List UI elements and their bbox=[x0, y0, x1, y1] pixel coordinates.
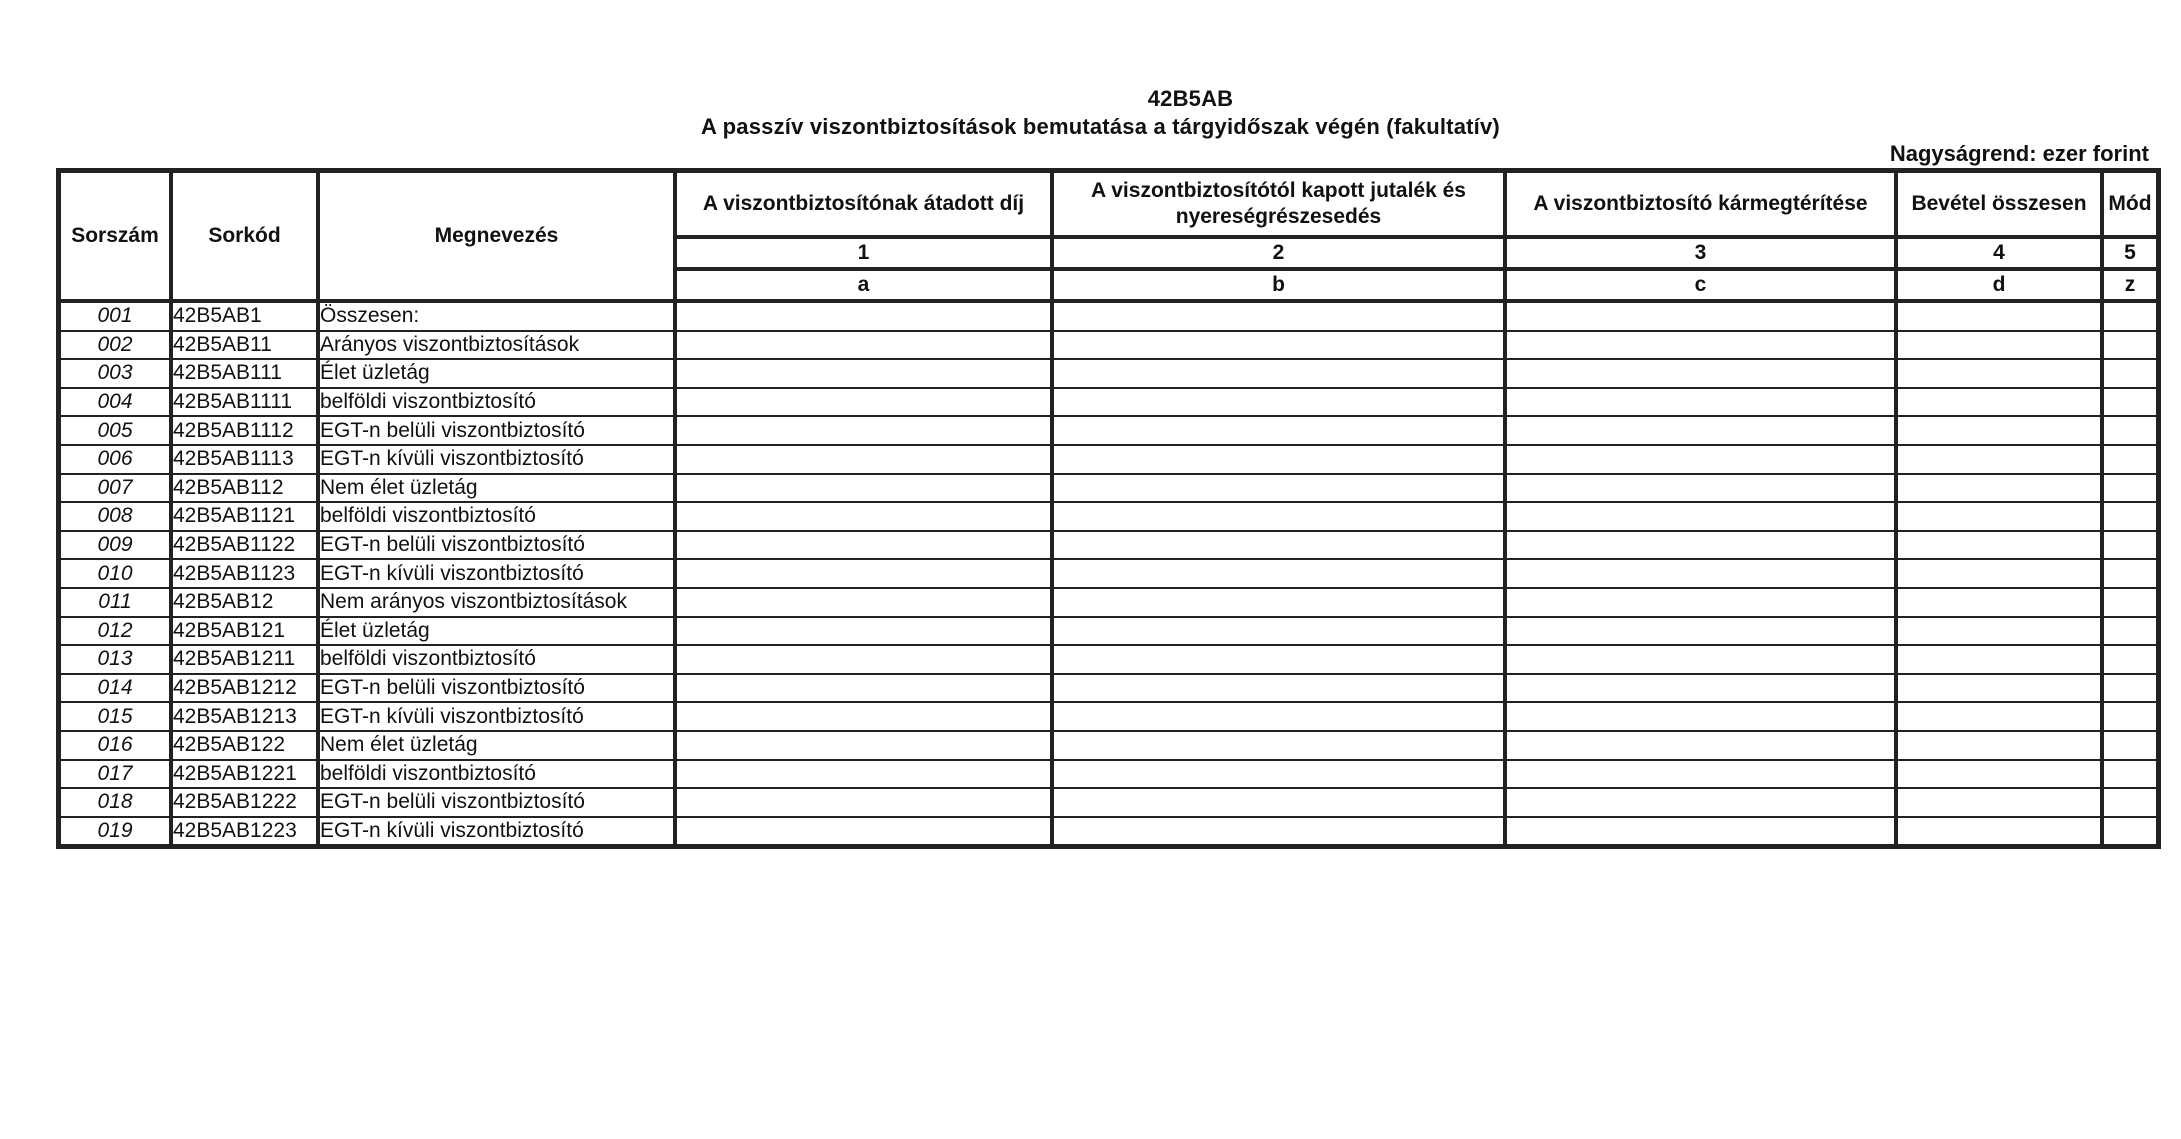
cell-col-4[interactable] bbox=[1897, 474, 2103, 503]
cell-col-3[interactable] bbox=[1506, 359, 1897, 388]
row-code: 42B5AB1121 bbox=[172, 502, 319, 531]
cell-col-3[interactable] bbox=[1506, 645, 1897, 674]
cell-col-4[interactable] bbox=[1897, 502, 2103, 531]
cell-col-4[interactable] bbox=[1897, 416, 2103, 445]
cell-col-1[interactable] bbox=[676, 788, 1053, 817]
cell-col-1[interactable] bbox=[676, 474, 1053, 503]
row-number: 009 bbox=[60, 531, 172, 560]
cell-col-2[interactable] bbox=[1053, 788, 1506, 817]
row-number: 004 bbox=[60, 388, 172, 417]
table-row bbox=[60, 445, 2157, 474]
table-row bbox=[60, 416, 2157, 445]
row-name: Összesen: bbox=[319, 302, 676, 331]
row-name: belföldi viszontbiztosító bbox=[319, 645, 676, 674]
table-row bbox=[60, 359, 2157, 388]
cell-col-3[interactable] bbox=[1506, 559, 1897, 588]
row-code: 42B5AB1 bbox=[172, 302, 319, 331]
cell-col-5[interactable] bbox=[2103, 617, 2157, 646]
row-code: 42B5AB1212 bbox=[172, 674, 319, 703]
cell-col-5[interactable] bbox=[2103, 731, 2157, 760]
cell-col-3[interactable] bbox=[1506, 416, 1897, 445]
cell-col-1[interactable] bbox=[676, 731, 1053, 760]
cell-col-5[interactable] bbox=[2103, 359, 2157, 388]
row-name: Élet üzletág bbox=[319, 617, 676, 646]
row-number: 006 bbox=[60, 445, 172, 474]
col-header-2: A viszontbiztosítótól kapott jutalék és nyereségrészesedés bbox=[1053, 172, 1506, 236]
cell-col-5[interactable] bbox=[2103, 588, 2157, 617]
col-header-sorszam: Sorszám bbox=[60, 172, 172, 302]
row-name: EGT-n belüli viszontbiztosító bbox=[319, 788, 676, 817]
cell-col-1[interactable] bbox=[676, 760, 1053, 789]
row-code: 42B5AB1211 bbox=[172, 645, 319, 674]
cell-col-5[interactable] bbox=[2103, 531, 2157, 560]
cell-col-5[interactable] bbox=[2103, 331, 2157, 360]
row-number: 019 bbox=[60, 817, 172, 846]
cell-col-4[interactable] bbox=[1897, 617, 2103, 646]
table-row bbox=[60, 531, 2157, 560]
row-name: EGT-n kívüli viszontbiztosító bbox=[319, 559, 676, 588]
row-number: 013 bbox=[60, 645, 172, 674]
table-row bbox=[60, 702, 2157, 731]
cell-col-1[interactable] bbox=[676, 445, 1053, 474]
row-code: 42B5AB112 bbox=[172, 474, 319, 503]
row-number: 017 bbox=[60, 760, 172, 789]
cell-col-2[interactable] bbox=[1053, 531, 1506, 560]
table-row bbox=[60, 645, 2157, 674]
cell-col-3[interactable] bbox=[1506, 702, 1897, 731]
cell-col-2[interactable] bbox=[1053, 445, 1506, 474]
cell-col-2[interactable] bbox=[1053, 359, 1506, 388]
cell-col-2[interactable] bbox=[1053, 674, 1506, 703]
cell-col-3[interactable] bbox=[1506, 817, 1897, 846]
cell-col-3[interactable] bbox=[1506, 731, 1897, 760]
cell-col-4[interactable] bbox=[1897, 331, 2103, 360]
row-number: 002 bbox=[60, 331, 172, 360]
col-number-2: 2 bbox=[1053, 236, 1506, 268]
cell-col-4[interactable] bbox=[1897, 445, 2103, 474]
cell-col-1[interactable] bbox=[676, 302, 1053, 331]
report-table-body bbox=[60, 302, 2157, 845]
row-code: 42B5AB121 bbox=[172, 617, 319, 646]
report-table bbox=[56, 168, 2161, 849]
row-name: EGT-n kívüli viszontbiztosító bbox=[319, 817, 676, 846]
cell-col-1[interactable] bbox=[676, 817, 1053, 846]
cell-col-5[interactable] bbox=[2103, 559, 2157, 588]
row-number: 007 bbox=[60, 474, 172, 503]
row-code: 42B5AB1122 bbox=[172, 531, 319, 560]
cell-col-1[interactable] bbox=[676, 645, 1053, 674]
cell-col-2[interactable] bbox=[1053, 588, 1506, 617]
row-number: 005 bbox=[60, 416, 172, 445]
table-row bbox=[60, 731, 2157, 760]
cell-col-4[interactable] bbox=[1897, 531, 2103, 560]
cell-col-1[interactable] bbox=[676, 331, 1053, 360]
row-code: 42B5AB122 bbox=[172, 731, 319, 760]
report-title-block bbox=[0, 86, 2181, 141]
table-row bbox=[60, 559, 2157, 588]
row-name: EGT-n kívüli viszontbiztosító bbox=[319, 445, 676, 474]
cell-col-4[interactable] bbox=[1897, 645, 2103, 674]
row-name: belföldi viszontbiztosító bbox=[319, 502, 676, 531]
row-code: 42B5AB12 bbox=[172, 588, 319, 617]
table-row bbox=[60, 302, 2157, 331]
cell-col-5[interactable] bbox=[2103, 302, 2157, 331]
col-header-1: A viszontbiztosítónak átadott díj bbox=[676, 172, 1053, 236]
row-number: 001 bbox=[60, 302, 172, 331]
table-row bbox=[60, 502, 2157, 531]
row-code: 42B5AB1213 bbox=[172, 702, 319, 731]
cell-col-2[interactable] bbox=[1053, 760, 1506, 789]
col-letter-d: d bbox=[1897, 268, 2103, 302]
col-letter-c: c bbox=[1506, 268, 1897, 302]
col-number-1: 1 bbox=[676, 236, 1053, 268]
col-letter-a: a bbox=[676, 268, 1053, 302]
cell-col-5[interactable] bbox=[2103, 445, 2157, 474]
row-code: 42B5AB1222 bbox=[172, 788, 319, 817]
cell-col-4[interactable] bbox=[1897, 302, 2103, 331]
table-row bbox=[60, 617, 2157, 646]
row-name: EGT-n kívüli viszontbiztosító bbox=[319, 702, 676, 731]
cell-col-5[interactable] bbox=[2103, 674, 2157, 703]
row-code: 42B5AB11 bbox=[172, 331, 319, 360]
cell-col-5[interactable] bbox=[2103, 817, 2157, 846]
row-name: Élet üzletág bbox=[319, 359, 676, 388]
cell-col-1[interactable] bbox=[676, 588, 1053, 617]
cell-col-4[interactable] bbox=[1897, 359, 2103, 388]
cell-col-5[interactable] bbox=[2103, 474, 2157, 503]
unit-note: Nagyságrend: ezer forint bbox=[1889, 141, 2149, 166]
table-row bbox=[60, 817, 2157, 846]
cell-col-2[interactable] bbox=[1053, 388, 1506, 417]
cell-col-5[interactable] bbox=[2103, 645, 2157, 674]
cell-col-2[interactable] bbox=[1053, 559, 1506, 588]
cell-col-3[interactable] bbox=[1506, 502, 1897, 531]
col-number-4: 4 bbox=[1897, 236, 2103, 268]
row-number: 015 bbox=[60, 702, 172, 731]
cell-col-5[interactable] bbox=[2103, 788, 2157, 817]
cell-col-5[interactable] bbox=[2103, 502, 2157, 531]
cell-col-1[interactable] bbox=[676, 702, 1053, 731]
row-code: 42B5AB1123 bbox=[172, 559, 319, 588]
cell-col-3[interactable] bbox=[1506, 445, 1897, 474]
cell-col-5[interactable] bbox=[2103, 760, 2157, 789]
cell-col-3[interactable] bbox=[1506, 760, 1897, 789]
cell-col-1[interactable] bbox=[676, 502, 1053, 531]
cell-col-1[interactable] bbox=[676, 559, 1053, 588]
row-number: 008 bbox=[60, 502, 172, 531]
cell-col-2[interactable] bbox=[1053, 731, 1506, 760]
cell-col-2[interactable] bbox=[1053, 302, 1506, 331]
row-name: Nem élet üzletág bbox=[319, 474, 676, 503]
cell-col-2[interactable] bbox=[1053, 702, 1506, 731]
cell-col-4[interactable] bbox=[1897, 588, 2103, 617]
cell-col-3[interactable] bbox=[1506, 331, 1897, 360]
cell-col-3[interactable] bbox=[1506, 302, 1897, 331]
cell-col-2[interactable] bbox=[1053, 645, 1506, 674]
cell-col-3[interactable] bbox=[1506, 674, 1897, 703]
row-number: 018 bbox=[60, 788, 172, 817]
cell-col-4[interactable] bbox=[1897, 674, 2103, 703]
cell-col-4[interactable] bbox=[1897, 817, 2103, 846]
cell-col-3[interactable] bbox=[1506, 474, 1897, 503]
cell-col-2[interactable] bbox=[1053, 817, 1506, 846]
cell-col-1[interactable] bbox=[676, 359, 1053, 388]
col-number-5: 5 bbox=[2103, 236, 2157, 268]
row-code: 42B5AB1111 bbox=[172, 388, 319, 417]
cell-col-5[interactable] bbox=[2103, 702, 2157, 731]
cell-col-1[interactable] bbox=[676, 531, 1053, 560]
cell-col-2[interactable] bbox=[1053, 474, 1506, 503]
cell-col-2[interactable] bbox=[1053, 331, 1506, 360]
col-letter-z: z bbox=[2103, 268, 2157, 302]
row-code: 42B5AB1221 bbox=[172, 760, 319, 789]
report-title: A passzív viszontbiztosítások bemutatása a tárgyidőszak végén (fakultatív) bbox=[701, 114, 1500, 140]
table-row bbox=[60, 760, 2157, 789]
col-number-3: 3 bbox=[1506, 236, 1897, 268]
row-number: 011 bbox=[60, 588, 172, 617]
header-row bbox=[60, 172, 2157, 236]
col-letter-b: b bbox=[1053, 268, 1506, 302]
cell-col-3[interactable] bbox=[1506, 531, 1897, 560]
cell-col-2[interactable] bbox=[1053, 502, 1506, 531]
row-number: 012 bbox=[60, 617, 172, 646]
row-name: EGT-n belüli viszontbiztosító bbox=[319, 674, 676, 703]
cell-col-4[interactable] bbox=[1897, 388, 2103, 417]
table-row bbox=[60, 474, 2157, 503]
row-name: Nem élet üzletág bbox=[319, 731, 676, 760]
cell-col-3[interactable] bbox=[1506, 788, 1897, 817]
cell-col-1[interactable] bbox=[676, 674, 1053, 703]
row-name: belföldi viszontbiztosító bbox=[319, 760, 676, 789]
cell-col-3[interactable] bbox=[1506, 388, 1897, 417]
cell-col-5[interactable] bbox=[2103, 416, 2157, 445]
cell-col-4[interactable] bbox=[1897, 760, 2103, 789]
table-row bbox=[60, 331, 2157, 360]
cell-col-1[interactable] bbox=[676, 416, 1053, 445]
col-header-4: Bevétel összesen bbox=[1897, 172, 2103, 236]
table-row bbox=[60, 674, 2157, 703]
row-number: 016 bbox=[60, 731, 172, 760]
cell-col-5[interactable] bbox=[2103, 388, 2157, 417]
cell-col-2[interactable] bbox=[1053, 617, 1506, 646]
row-code: 42B5AB1223 bbox=[172, 817, 319, 846]
cell-col-1[interactable] bbox=[676, 388, 1053, 417]
cell-col-4[interactable] bbox=[1897, 731, 2103, 760]
col-header-5: Mód bbox=[2103, 172, 2157, 236]
table-row bbox=[60, 588, 2157, 617]
row-code: 42B5AB1113 bbox=[172, 445, 319, 474]
cell-col-1[interactable] bbox=[676, 617, 1053, 646]
cell-col-4[interactable] bbox=[1897, 788, 2103, 817]
report-code: 42B5AB bbox=[1147, 86, 1234, 111]
col-header-3: A viszontbiztosító kármegtérítése bbox=[1506, 172, 1897, 236]
cell-col-3[interactable] bbox=[1506, 588, 1897, 617]
row-name: EGT-n belüli viszontbiztosító bbox=[319, 416, 676, 445]
table-row bbox=[60, 388, 2157, 417]
cell-col-4[interactable] bbox=[1897, 702, 2103, 731]
cell-col-2[interactable] bbox=[1053, 416, 1506, 445]
cell-col-3[interactable] bbox=[1506, 617, 1897, 646]
cell-col-4[interactable] bbox=[1897, 559, 2103, 588]
row-number: 003 bbox=[60, 359, 172, 388]
row-name: belföldi viszontbiztosító bbox=[319, 388, 676, 417]
row-name: Nem arányos viszontbiztosítások bbox=[319, 588, 676, 617]
row-code: 42B5AB111 bbox=[172, 359, 319, 388]
table-row bbox=[60, 788, 2157, 817]
row-name: Arányos viszontbiztosítások bbox=[319, 331, 676, 360]
col-header-megnevezes: Megnevezés bbox=[319, 172, 676, 302]
row-name: EGT-n belüli viszontbiztosító bbox=[319, 531, 676, 560]
row-number: 010 bbox=[60, 559, 172, 588]
col-header-sorkod: Sorkód bbox=[172, 172, 319, 302]
row-code: 42B5AB1112 bbox=[172, 416, 319, 445]
row-number: 014 bbox=[60, 674, 172, 703]
